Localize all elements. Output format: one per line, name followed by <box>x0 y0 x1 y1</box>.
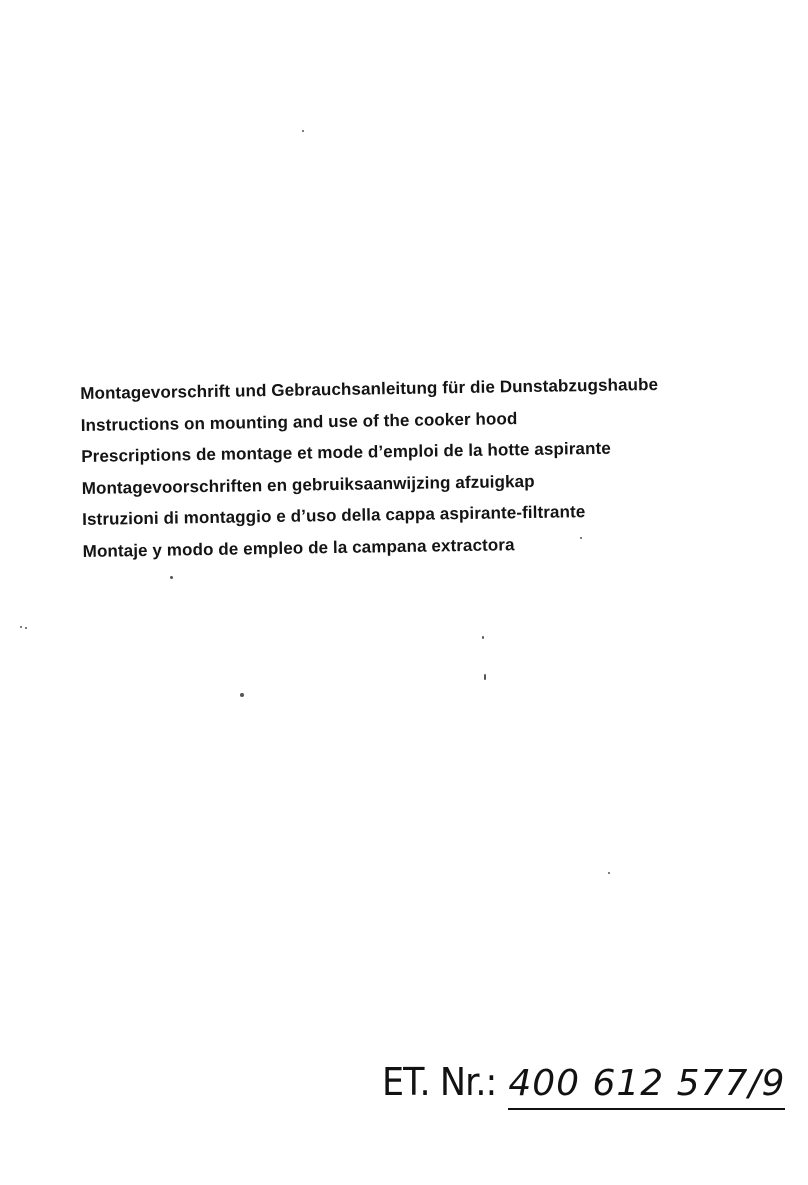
title-english: Instructions on mounting and use of the cooker hood <box>80 408 518 435</box>
part-number <box>382 1060 785 1110</box>
scan-speck <box>302 130 304 132</box>
part-number-label: ET. Nr.: <box>382 1060 497 1104</box>
scan-speck <box>240 693 244 697</box>
scan-speck <box>484 674 486 680</box>
part-number-value: 400 612 577/9 <box>508 1063 785 1110</box>
title-italian: Istruzioni di montaggio e d’uso della cappa aspirante-filtrante <box>82 502 586 529</box>
title-dutch: Montagevoorschriften en gebruiksaanwijzing afzuigkap <box>81 471 535 498</box>
scan-speck <box>580 537 582 539</box>
scan-speck <box>25 627 27 629</box>
scan-speck <box>170 576 173 579</box>
scan-speck <box>608 872 610 874</box>
title-german: Montagevorschrift und Gebrauchsanleitung für die Dunstabzugshaube <box>80 374 659 403</box>
title-spanish: Montaje y modo de empleo de la campana extractora <box>82 534 515 561</box>
scan-speck <box>20 626 22 628</box>
scan-speck <box>482 636 484 639</box>
title-french: Prescriptions de montage et mode d’emploi de la hotte aspirante <box>81 438 611 466</box>
title-block <box>80 368 743 567</box>
